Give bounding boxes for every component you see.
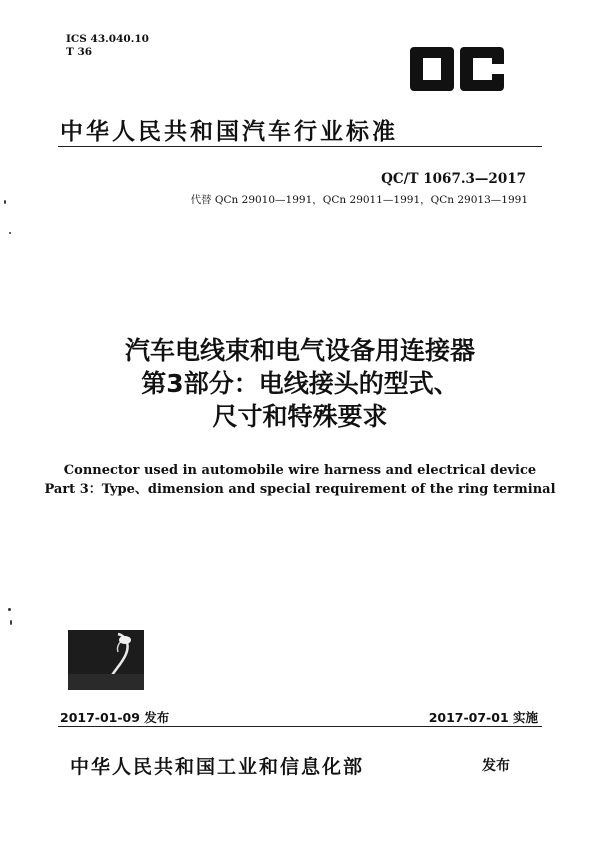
standard-number: QC/T 1067.3—2017 <box>381 171 526 187</box>
publish-label: 发布 <box>482 758 510 774</box>
scan-speck <box>4 200 6 204</box>
english-title-line: Part 3：Type、dimension and special requirement of the ring terminal <box>44 482 556 497</box>
bottom-divider <box>58 726 542 727</box>
ccs-code: T 36 <box>66 46 93 58</box>
english-title-line: Connector used in automobile wire harness and electrical device <box>63 463 537 478</box>
classification-codes <box>66 33 149 59</box>
english-title <box>0 461 600 499</box>
issue-date: 2017-01-09 发布 <box>60 710 170 725</box>
chinese-title-line: 第3部分：电线接头的型式、 <box>141 369 459 398</box>
ics-code: ICS 43.040.10 <box>66 33 149 45</box>
standard-organization-title: 中华人民共和国汽车行业标准 <box>60 118 398 145</box>
publisher-name: 中华人民共和国工业和信息化部 <box>70 756 365 778</box>
replaces-standards: 代替 QCn 29010—1991，QCn 29011—1991，QCn 29013—1991 <box>190 194 528 206</box>
scan-speck <box>10 620 12 625</box>
reception-stamp-image <box>68 630 144 690</box>
chinese-title <box>0 334 600 433</box>
scan-speck <box>8 608 11 611</box>
chinese-title-line: 尺寸和特殊要求 <box>212 402 388 431</box>
top-divider <box>58 146 542 147</box>
chinese-title-line: 汽车电线束和电气设备用连接器 <box>124 336 475 365</box>
qc-logo <box>408 45 506 97</box>
implementation-date: 2017-07-01 实施 <box>428 710 538 725</box>
scan-speck <box>9 232 11 234</box>
